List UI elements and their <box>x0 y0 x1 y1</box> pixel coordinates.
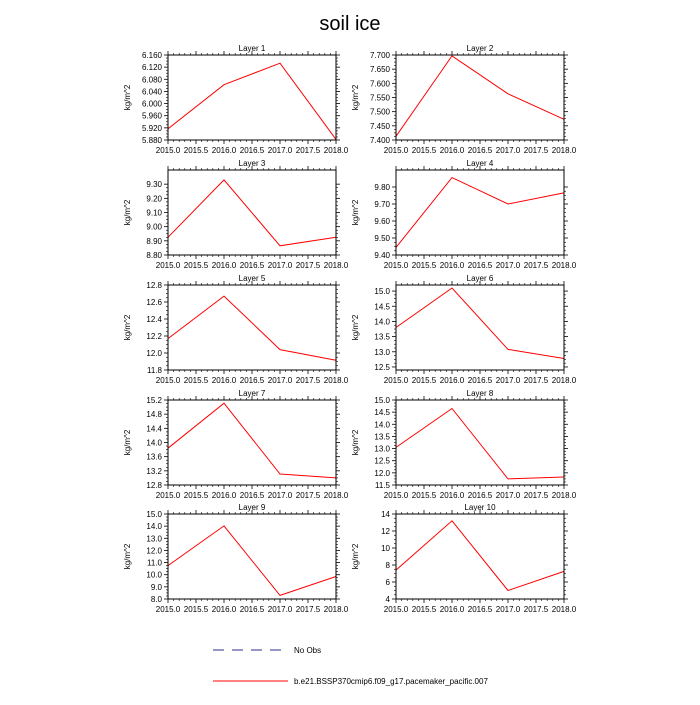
y-tick-label: 6.000 <box>142 100 163 109</box>
plot-frame <box>168 285 336 370</box>
series-line <box>168 180 336 246</box>
x-tick-label: 2015.0 <box>384 261 409 270</box>
y-tick-label: 9.60 <box>374 217 390 226</box>
panel-title: Layer 10 <box>464 503 496 512</box>
x-tick-label: 2015.0 <box>156 491 181 500</box>
x-tick-label: 2017.5 <box>296 146 321 155</box>
panel-layer-10 <box>351 503 577 614</box>
x-tick-label: 2015.0 <box>156 261 181 270</box>
x-tick-label: 2016.0 <box>440 605 465 614</box>
y-tick-label: 9.80 <box>374 183 390 192</box>
y-tick-label: 7.400 <box>370 136 391 145</box>
y-tick-label: 12.5 <box>374 363 390 372</box>
x-tick-label: 2017.5 <box>296 605 321 614</box>
y-tick-label: 13.5 <box>374 333 390 342</box>
x-tick-label: 2015.5 <box>412 491 437 500</box>
x-tick-label: 2015.5 <box>184 605 209 614</box>
y-tick-label: 5.960 <box>142 112 163 121</box>
plot-frame <box>396 285 564 370</box>
panel-layer-2 <box>351 44 577 155</box>
y-tick-label: 14.4 <box>146 424 162 433</box>
x-tick-label: 2016.5 <box>468 261 493 270</box>
x-tick-label: 2016.5 <box>468 491 493 500</box>
series-line <box>396 521 564 591</box>
y-tick-label: 9.30 <box>146 180 162 189</box>
y-tick-label: 5.880 <box>142 136 163 145</box>
x-tick-label: 2017.0 <box>496 376 521 385</box>
y-tick-label: 7.700 <box>370 51 391 60</box>
series-line <box>396 56 564 136</box>
plot-frame <box>396 400 564 485</box>
y-tick-label: 14.5 <box>374 408 390 417</box>
plot-frame <box>396 514 564 599</box>
x-tick-label: 2017.0 <box>268 146 293 155</box>
x-tick-label: 2017.5 <box>296 491 321 500</box>
y-tick-label: 12.4 <box>146 315 162 324</box>
y-tick-label: 11.5 <box>375 481 391 490</box>
x-tick-label: 2018.0 <box>552 261 577 270</box>
panel-title: Layer 2 <box>467 44 494 53</box>
panel-title: Layer 1 <box>239 44 266 53</box>
x-tick-label: 2016.0 <box>440 146 465 155</box>
x-tick-label: 2017.0 <box>496 491 521 500</box>
x-tick-label: 2015.5 <box>184 261 209 270</box>
y-tick-label: 15.2 <box>146 396 162 405</box>
y-tick-label: 8.90 <box>146 237 162 246</box>
panel-layer-4 <box>351 159 577 270</box>
y-tick-label: 13.6 <box>146 453 162 462</box>
y-axis-label: kg/m^2 <box>351 199 360 225</box>
y-tick-label: 12.5 <box>374 457 390 466</box>
y-tick-label: 6 <box>386 578 391 587</box>
legend-series-label: b.e21.BSSP370cmip6.f09_g17.pacemaker_pacific.007 <box>294 677 488 686</box>
x-tick-label: 2017.5 <box>296 376 321 385</box>
x-tick-label: 2016.0 <box>212 376 237 385</box>
plot-frame <box>396 170 564 255</box>
y-axis-label: kg/m^2 <box>123 543 132 569</box>
y-tick-label: 4 <box>386 595 391 604</box>
y-tick-label: 6.120 <box>142 63 163 72</box>
plot-frame <box>168 514 336 599</box>
y-axis-label: kg/m^2 <box>123 84 132 110</box>
x-tick-label: 2017.5 <box>524 146 549 155</box>
panel-layer-3 <box>123 159 349 270</box>
y-axis-label: kg/m^2 <box>351 84 360 110</box>
y-axis-label: kg/m^2 <box>351 429 360 455</box>
y-tick-label: 14.0 <box>146 439 162 448</box>
y-tick-label: 13.5 <box>374 432 390 441</box>
y-tick-label: 12 <box>381 527 390 536</box>
panel-title: Layer 4 <box>467 159 494 168</box>
y-tick-label: 6.160 <box>142 51 163 60</box>
x-tick-label: 2016.5 <box>468 146 493 155</box>
x-tick-label: 2017.5 <box>296 261 321 270</box>
x-tick-label: 2015.0 <box>156 376 181 385</box>
panel-title: Layer 8 <box>467 389 494 398</box>
x-tick-label: 2016.0 <box>212 146 237 155</box>
y-tick-label: 7.600 <box>370 79 391 88</box>
y-tick-label: 12.2 <box>146 332 162 341</box>
x-tick-label: 2018.0 <box>552 146 577 155</box>
y-tick-label: 12.8 <box>146 281 162 290</box>
panel-layer-1 <box>123 44 349 155</box>
y-axis-label: kg/m^2 <box>351 543 360 569</box>
y-tick-label: 13.0 <box>374 348 390 357</box>
x-tick-label: 2015.0 <box>384 376 409 385</box>
series-line <box>168 296 336 360</box>
panel-title: Layer 6 <box>467 274 494 283</box>
y-tick-label: 15.0 <box>146 510 162 519</box>
panel-layer-9 <box>123 503 349 614</box>
x-tick-label: 2017.0 <box>268 605 293 614</box>
x-tick-label: 2015.5 <box>412 605 437 614</box>
x-tick-label: 2016.0 <box>440 376 465 385</box>
x-tick-label: 2016.5 <box>240 376 265 385</box>
plot-frame <box>168 400 336 485</box>
x-tick-label: 2018.0 <box>324 376 349 385</box>
x-tick-label: 2017.0 <box>268 491 293 500</box>
x-tick-label: 2018.0 <box>552 491 577 500</box>
x-tick-label: 2016.0 <box>212 605 237 614</box>
y-tick-label: 15.0 <box>374 396 390 405</box>
y-tick-label: 12.0 <box>146 546 162 555</box>
y-tick-label: 11.0 <box>147 559 163 568</box>
x-tick-label: 2018.0 <box>324 261 349 270</box>
y-tick-label: 9.50 <box>374 234 390 243</box>
y-tick-label: 14.8 <box>146 410 162 419</box>
x-tick-label: 2017.5 <box>524 261 549 270</box>
x-tick-label: 2016.5 <box>240 491 265 500</box>
plot-frame <box>168 55 336 140</box>
plot-frame <box>396 55 564 140</box>
legend <box>213 646 488 686</box>
x-tick-label: 2015.0 <box>384 146 409 155</box>
panel-title: Layer 5 <box>239 274 266 283</box>
x-tick-label: 2016.5 <box>240 605 265 614</box>
y-axis-label: kg/m^2 <box>123 314 132 340</box>
x-tick-label: 2015.5 <box>412 261 437 270</box>
y-tick-label: 6.040 <box>142 87 163 96</box>
x-tick-label: 2017.0 <box>268 376 293 385</box>
x-tick-label: 2018.0 <box>324 146 349 155</box>
series-line <box>396 288 564 359</box>
y-tick-label: 8.80 <box>146 251 162 260</box>
y-tick-label: 14.0 <box>146 522 162 531</box>
y-tick-label: 13.0 <box>146 534 162 543</box>
y-tick-label: 11.8 <box>147 366 163 375</box>
y-tick-label: 14.0 <box>374 317 390 326</box>
y-tick-label: 10.0 <box>146 571 162 580</box>
series-line <box>396 178 564 248</box>
x-tick-label: 2016.5 <box>468 605 493 614</box>
y-tick-label: 12.0 <box>146 349 162 358</box>
panel-layer-8 <box>351 389 577 500</box>
legend-no-obs-label: No Obs <box>294 646 321 655</box>
y-tick-label: 10 <box>381 544 390 553</box>
x-tick-label: 2015.5 <box>184 376 209 385</box>
x-tick-label: 2017.5 <box>524 605 549 614</box>
panel-title: Layer 3 <box>239 159 266 168</box>
x-tick-label: 2015.0 <box>384 605 409 614</box>
panels <box>123 44 577 614</box>
x-tick-label: 2015.5 <box>412 376 437 385</box>
panel-title: Layer 7 <box>239 389 266 398</box>
y-axis-label: kg/m^2 <box>351 314 360 340</box>
x-tick-label: 2016.5 <box>468 376 493 385</box>
x-tick-label: 2015.5 <box>184 146 209 155</box>
y-tick-label: 15.0 <box>374 287 390 296</box>
x-tick-label: 2018.0 <box>324 491 349 500</box>
series-line <box>168 63 336 139</box>
x-tick-label: 2017.5 <box>524 491 549 500</box>
figure-title: soil ice <box>319 13 380 35</box>
y-tick-label: 9.40 <box>374 251 390 260</box>
y-tick-label: 9.20 <box>146 194 162 203</box>
y-tick-label: 9.10 <box>146 209 162 218</box>
x-tick-label: 2018.0 <box>552 605 577 614</box>
y-tick-label: 14.0 <box>374 420 390 429</box>
x-tick-label: 2017.0 <box>496 261 521 270</box>
x-tick-label: 2017.5 <box>524 376 549 385</box>
y-axis-label: kg/m^2 <box>123 199 132 225</box>
x-tick-label: 2018.0 <box>552 376 577 385</box>
y-tick-label: 14 <box>381 510 390 519</box>
x-tick-label: 2016.0 <box>212 491 237 500</box>
panel-layer-5 <box>123 274 349 385</box>
x-tick-label: 2016.0 <box>212 261 237 270</box>
x-tick-label: 2018.0 <box>324 605 349 614</box>
x-tick-label: 2015.0 <box>156 605 181 614</box>
panel-layer-6 <box>351 274 577 385</box>
y-tick-label: 13.0 <box>374 445 390 454</box>
x-tick-label: 2015.5 <box>412 146 437 155</box>
x-tick-label: 2015.5 <box>184 491 209 500</box>
x-tick-label: 2016.5 <box>240 146 265 155</box>
x-tick-label: 2015.0 <box>156 146 181 155</box>
y-tick-label: 6.080 <box>142 75 163 84</box>
y-tick-label: 8.0 <box>151 595 163 604</box>
series-line <box>396 409 564 479</box>
y-axis-label: kg/m^2 <box>123 429 132 455</box>
x-tick-label: 2016.0 <box>440 491 465 500</box>
x-tick-label: 2017.0 <box>496 605 521 614</box>
y-tick-label: 14.5 <box>374 302 390 311</box>
y-tick-label: 7.500 <box>370 108 391 117</box>
y-tick-label: 7.550 <box>370 94 391 103</box>
panel-layer-7 <box>123 389 349 500</box>
y-tick-label: 9.00 <box>146 223 162 232</box>
y-tick-label: 8 <box>386 561 391 570</box>
x-tick-label: 2016.5 <box>240 261 265 270</box>
x-tick-label: 2016.0 <box>440 261 465 270</box>
x-tick-label: 2017.0 <box>496 146 521 155</box>
y-tick-label: 9.0 <box>151 583 163 592</box>
y-tick-label: 9.70 <box>374 200 390 209</box>
y-tick-label: 7.650 <box>370 65 391 74</box>
x-tick-label: 2017.0 <box>268 261 293 270</box>
x-tick-label: 2015.0 <box>384 491 409 500</box>
y-tick-label: 7.450 <box>370 122 391 131</box>
series-line <box>168 403 336 478</box>
series-line <box>168 526 336 596</box>
y-tick-label: 12.8 <box>146 481 162 490</box>
y-tick-label: 12.6 <box>146 298 162 307</box>
y-tick-label: 13.2 <box>146 467 162 476</box>
y-tick-label: 5.920 <box>142 124 163 133</box>
y-tick-label: 12.0 <box>374 469 390 478</box>
panel-title: Layer 9 <box>239 503 266 512</box>
